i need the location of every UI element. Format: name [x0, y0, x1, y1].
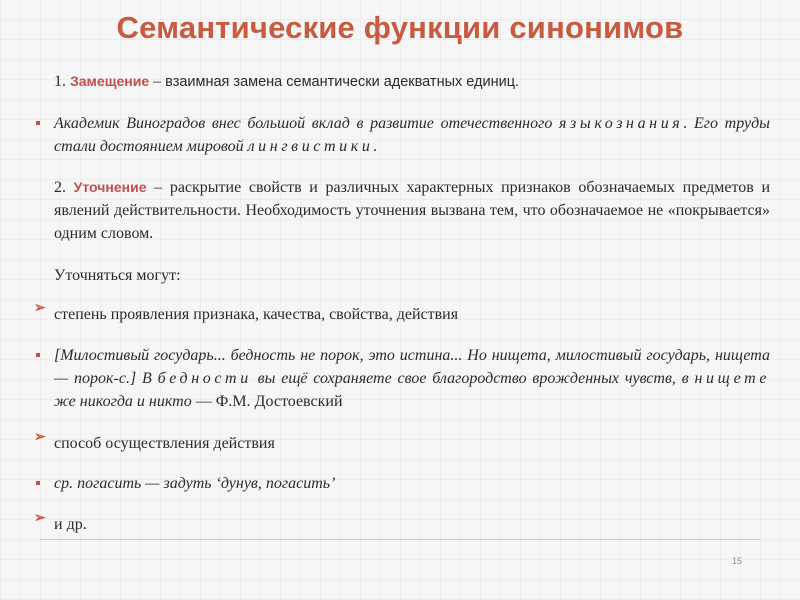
arrow-bullet-icon: ➢ [34, 430, 46, 445]
term-clarification: Уточнение [73, 179, 147, 195]
dash: – [153, 73, 162, 90]
square-bullet-icon [36, 481, 40, 485]
spaced-word-destitution: нищете [694, 370, 771, 387]
spaced-word-linguistics-science: языкознания [559, 115, 684, 132]
example-extinguish: ср. погасить — задуть ‘дунув, погасить’ [54, 475, 336, 492]
example-text: Академик Виноградов внес большой вклад в развитие отечественного [54, 115, 553, 132]
bullet-degree: степень проявления признака, качества, свойства, действия [54, 306, 459, 323]
slide-title: Семантические функции синонимов [116, 10, 684, 45]
dash: – [154, 179, 163, 196]
page-number: 15 [732, 556, 743, 566]
square-bullet-icon [36, 121, 40, 125]
quote-author: — Ф.М. Достоевский [195, 393, 343, 410]
term-substitution: Замещение [70, 73, 150, 89]
item-number: 1. [54, 73, 66, 90]
quote-dostoevsky [54, 344, 770, 413]
bullet-etc: и др. [54, 516, 87, 533]
item-text: взаимная замена семантически адекватных единиц. [165, 74, 520, 90]
bullet-manner: способ осуществления действия [54, 435, 275, 452]
item-clarification [54, 176, 770, 245]
footer-divider [40, 539, 760, 540]
item-substitution [54, 70, 770, 94]
spaced-word-poverty: бедности [157, 370, 252, 387]
square-bullet-icon [36, 353, 40, 357]
example-text: . Его труды стали достоянием мировой [54, 115, 771, 155]
spaced-word-linguistics: лингвистики [247, 138, 374, 155]
arrow-bullet-icon: ➢ [34, 301, 46, 316]
example-text: . [373, 138, 378, 155]
arrow-bullet-icon: ➢ [34, 511, 46, 526]
quote-text: вы ещё сохраняете свое благородство врожденных чувств, в [257, 370, 689, 387]
quote-text: же никогда и никто [54, 393, 192, 410]
item-number: 2. [54, 179, 66, 196]
clarify-intro: Уточняться могут: [54, 267, 181, 284]
example-vinogradov [54, 112, 770, 158]
item-text: раскрытие свойств и различных характерных признаков обозначаемых предметов и явлений действительности. Необходимость уточнения вызвана тем, что обозначаемое не «покрывается» одним словом. [54, 179, 771, 242]
quote-text: [Милостивый государь... бедность не порок, это истина... Но нищета, милостивый государь, нищета — порок-с.] В [54, 347, 770, 387]
